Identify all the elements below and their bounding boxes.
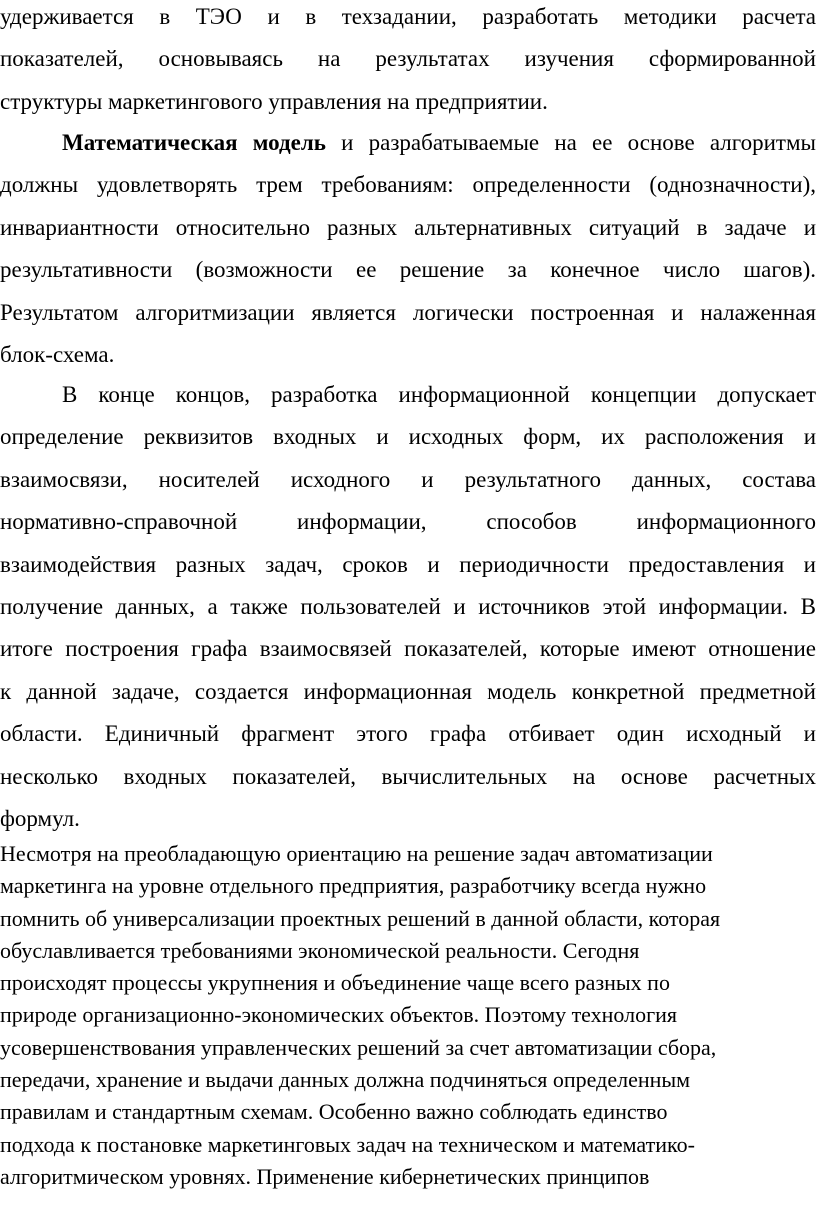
text-line: нормативно-справочной информации, способов информационного xyxy=(0,509,816,535)
bold-term: Математическая модель xyxy=(62,130,326,155)
text-line: взаимосвязи, носителей исходного и результатного данных, состава xyxy=(0,466,816,492)
text-line: взаимодействия разных задач, сроков и периодичности предоставления и xyxy=(0,551,816,577)
text-line: правилам и стандартным схемам. Особенно важно соблюдать единство xyxy=(0,1099,668,1125)
text-line: итоге построения графа взаимосвязей показателей, которые имеют отношение xyxy=(0,636,816,662)
text-line: усовершенствования управленческих решений за счет автоматизации сбора, xyxy=(0,1034,717,1060)
text-line: происходят процессы укрупнения и объединение чаще всего разных по xyxy=(0,970,670,996)
text-line: несколько входных показателей, вычислительных на основе расчетных xyxy=(0,763,816,789)
text-line: результативности (возможности ее решение за конечное число шагов). xyxy=(0,257,816,283)
text-line: формул. xyxy=(0,806,80,832)
text-line: определение реквизитов входных и исходных форм, их расположения и xyxy=(0,424,816,450)
text-line: передачи, хранение и выдачи данных должна подчиняться определенным xyxy=(0,1067,691,1093)
text-line: природе организационно-экономических объектов. Поэтому технология xyxy=(0,1002,678,1028)
text-fragment: и разрабатываемые на ее основе алгоритмы xyxy=(325,130,816,155)
text-line: помнить об универсализации проектных решений в данной области, которая xyxy=(0,905,721,931)
paragraph-math-model xyxy=(0,122,816,376)
text-line: показателей, основываясь на результатах изучения сформированной xyxy=(0,46,816,72)
paragraph-information-concept xyxy=(0,374,816,840)
paragraph-continuation xyxy=(0,0,816,123)
text-line: Результатом алгоритмизации является логически построенная и налаженная xyxy=(0,299,816,325)
text-line: блок-схема. xyxy=(0,342,115,368)
text-line: Несмотря на преобладающую ориентацию на решение задач автоматизации xyxy=(0,841,713,866)
text-line: подхода к постановке маркетинговых задач на техническом и математико- xyxy=(0,1131,695,1157)
text-line: удерживается в ТЭО и в техзадании, разработать методики расчета xyxy=(0,4,816,29)
text-line: алгоритмическом уровнях. Применение кибернетических принципов xyxy=(0,1163,650,1189)
text-line: обуславливается требованиями экономической реальности. Сегодня xyxy=(0,937,640,963)
text-line: структуры маркетингового управления на предприятии. xyxy=(0,88,548,114)
text-line xyxy=(0,122,816,164)
text-line: должны удовлетворять трем требованиям: определенности (однозначности), xyxy=(0,172,816,198)
text-line: В конце концов, разработка информационной концепции допускает xyxy=(62,382,816,407)
text-line: области. Единичный фрагмент этого графа отбивает один исходный и xyxy=(0,721,816,747)
text-line: получение данных, а также пользователей и источников этой информации. В xyxy=(0,594,816,620)
paragraph-universalization xyxy=(0,838,816,1193)
text-line: маркетинга на уровне отдельного предприятия, разработчику всегда нужно xyxy=(0,873,707,899)
text-line: к данной задаче, создается информационная модель конкретной предметной xyxy=(0,678,816,704)
text-line: инвариантности относительно разных альтернативных ситуаций в задаче и xyxy=(0,214,816,240)
